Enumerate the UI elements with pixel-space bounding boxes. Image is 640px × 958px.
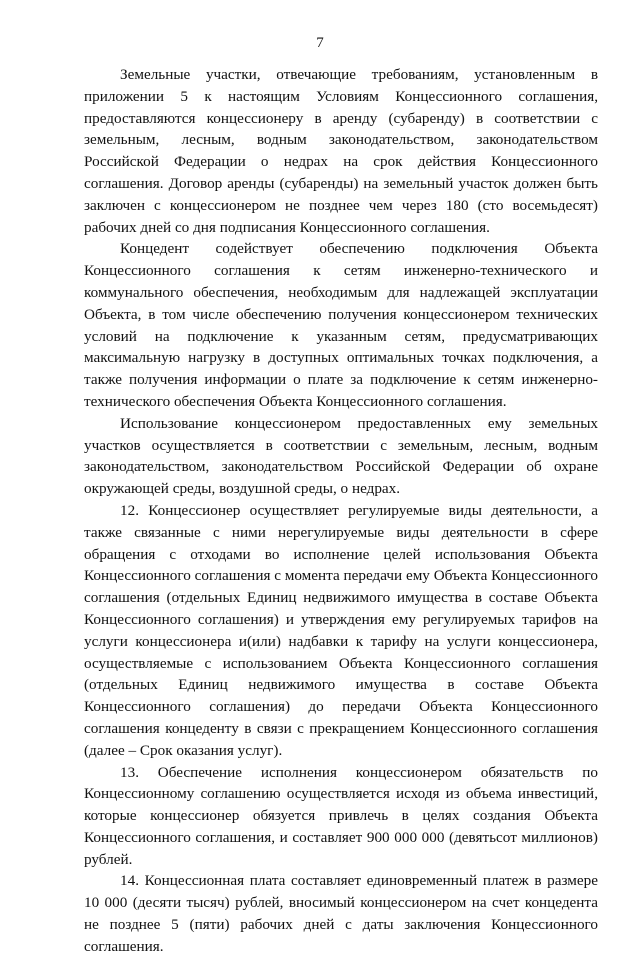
paragraph-grantor-connection: Концедент содействует обеспечению подключения Объекта Концессионного соглашения к сетям инженерно-технического и коммунального обеспечения, необходимым для надлежащей эксплуатации Объекта, в том числе обеспечению получения концессионером технических условий на подключение к указанным сетям, предусматривающих максимальную нагрузку в доступных оптимальных точках подключения, а также получения информации о плате за подключение к сетям инженерно-технического обеспечения Объекта Концессионного соглашения. [84, 240, 598, 410]
paragraph-clause-12: 12. Концессионер осуществляет регулируемые виды деятельности, а также связанные с ними нерегулируемые виды деятельности в сфере обращения с отходами во исполнение целей использования Объекта Концессионного соглашения с момента передачи ему Объекта Концессионного соглашения (отдельных Единиц недвижимого имущества в составе Объекта Концессионного соглашения) и утверждения ему регулируемых тарифов на услуги концессионера и(или) надбавки к тарифу на услуги концессионера, осуществляемые с использованием Объекта Концессионного соглашения (отдельных Единиц недвижимого имущества в составе Объекта Концессионного соглашения) до передачи Объекта Концессионного соглашения концеденту в связи с прекращением Концессионного соглашения (далее – Срок оказания услуг). [84, 501, 598, 759]
paragraph-clause-14: 14. Концессионная плата составляет единовременный платеж в размере 10 000 (десяти тысяч) рублей, вносимый концессионером на счет концедента не позднее 5 (пяти) рабочих дней с даты заключения Концессионного соглашения. [84, 872, 598, 955]
paragraph-land-plots: Земельные участки, отвечающие требованиям, установленным в приложении 5 к настоящим Условиям Концессионного соглашения, предоставляются концессионеру в аренду (субаренду) в соответствии с земельным, лесным, водным законодательством, законодательством Российской Федерации о недрах на срок действия Концессионного соглашения. Договор аренды (субаренды) на земельный участок должен быть заключен с концессионером не позднее чем через 180 (сто восемьдесят) рабочих дней со дня подписания Концессионного соглашения. [84, 66, 598, 236]
paragraph-land-use: Использование концессионером предоставленных ему земельных участков осуществляется в соответствии с земельным, лесным, водным законодательством, законодательством Российской Федерации об охране окружающей среды, воздушной среды, о недрах. [84, 414, 598, 498]
paragraph-clause-13: 13. Обеспечение исполнения концессионером обязательств по Концессионному соглашению осуществляется исходя из объема инвестиций, которые концессионер обязуется привлечь в целях создания Объекта Концессионного соглашения, и составляет 900 000 000 (девятьсот миллионов) рублей. [84, 763, 598, 868]
page-number: 7 [316, 35, 324, 51]
document-body [84, 64, 598, 958]
